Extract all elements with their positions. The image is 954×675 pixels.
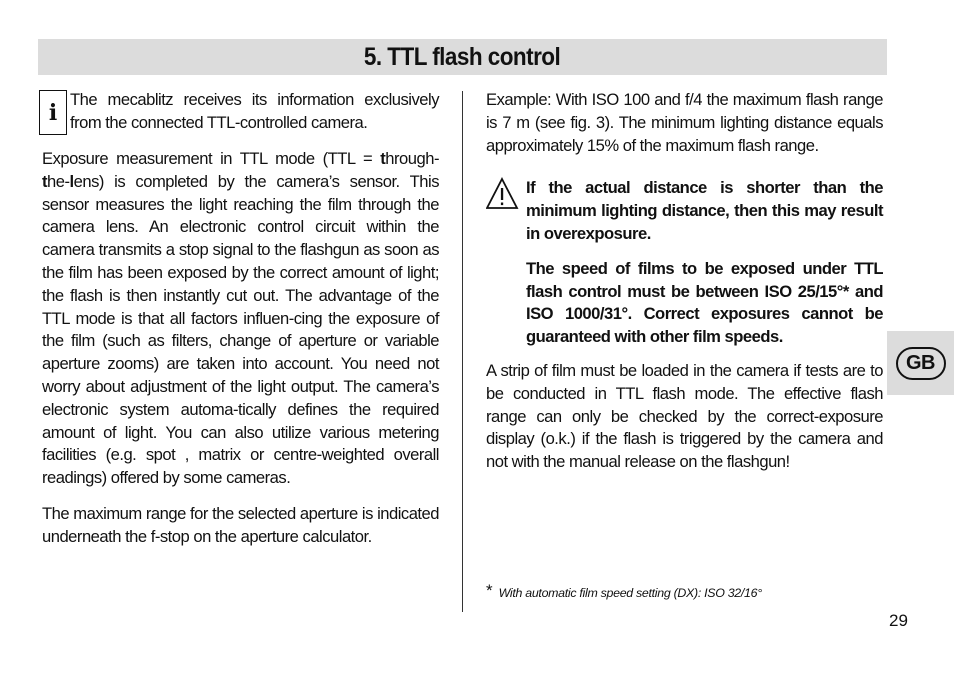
left-column — [42, 89, 439, 549]
section-title-bar — [38, 39, 887, 75]
warning-film-speed: The speed of films to be exposed under TTL flash control must be between ISO 25/15°* and ISO 1000/31°. Correct exposures cannot be guaranteed with other film speeds. — [526, 258, 883, 347]
warning-texts — [526, 177, 883, 349]
info-note — [39, 89, 439, 135]
language-badge: GB — [896, 347, 946, 380]
column-divider — [462, 91, 463, 612]
example-paragraph: Example: With ISO 100 and f/4 the maximum flash range is 7 m (see fig. 3). The minimum lighting distance equals approximately 15% of the maximum flash range. — [486, 90, 883, 155]
language-tab — [887, 331, 954, 395]
info-icon: i — [39, 90, 67, 135]
footnote-marker: * — [486, 581, 493, 600]
ttl-explanation-paragraph: Exposure measurement in TTL mode (TTL = through-the-lens) is completed by the camera’s sensor. This sensor measures the light reaching the film through the camera lens. An electronic control circuit within the camera transmits a stop signal to the flashgun as soon as the film has been exposed by the correct amount of light; the flash is then instantly cut out. The advantage of the TTL mode is that all factors influen-cing the exposure of the film (such as filters, change of aperture or variable aperture zooms) are taken into account. You need not worry about adjustment of the light output. The camera’s electronic system automa-tically defines the required amount of light. You can also utilize various metering facilities (e.g. spot , matrix or centre-weighted overall readings) offered by some cameras. — [42, 149, 439, 488]
warning-triangle-icon — [486, 177, 526, 211]
max-range-paragraph: The maximum range for the selected aperture is indicated underneath the f-stop on the aperture calculator. — [42, 503, 439, 546]
warning-overexposure: If the actual distance is shorter than the minimum lighting distance, then this may result in overexposure. — [526, 178, 883, 243]
section-title: 5. TTL flash control — [364, 42, 561, 71]
footnote-text: With automatic film speed setting (DX): ISO 32/16° — [498, 586, 762, 600]
warning-block — [486, 177, 883, 349]
right-column — [486, 89, 883, 474]
footnote — [486, 582, 762, 604]
page-number: 29 — [889, 611, 908, 630]
info-note-text: The mecablitz receives its information exclusively from the connected TTL-controlled camera. — [70, 90, 439, 132]
film-strip-paragraph: A strip of film must be loaded in the camera if tests are to be conducted in TTL flash mode. The effective flash range can only be checked by the correct-exposure display (o.k.) if the flash is triggered by the camera and not with the manual release on the flashgun! — [486, 360, 883, 472]
